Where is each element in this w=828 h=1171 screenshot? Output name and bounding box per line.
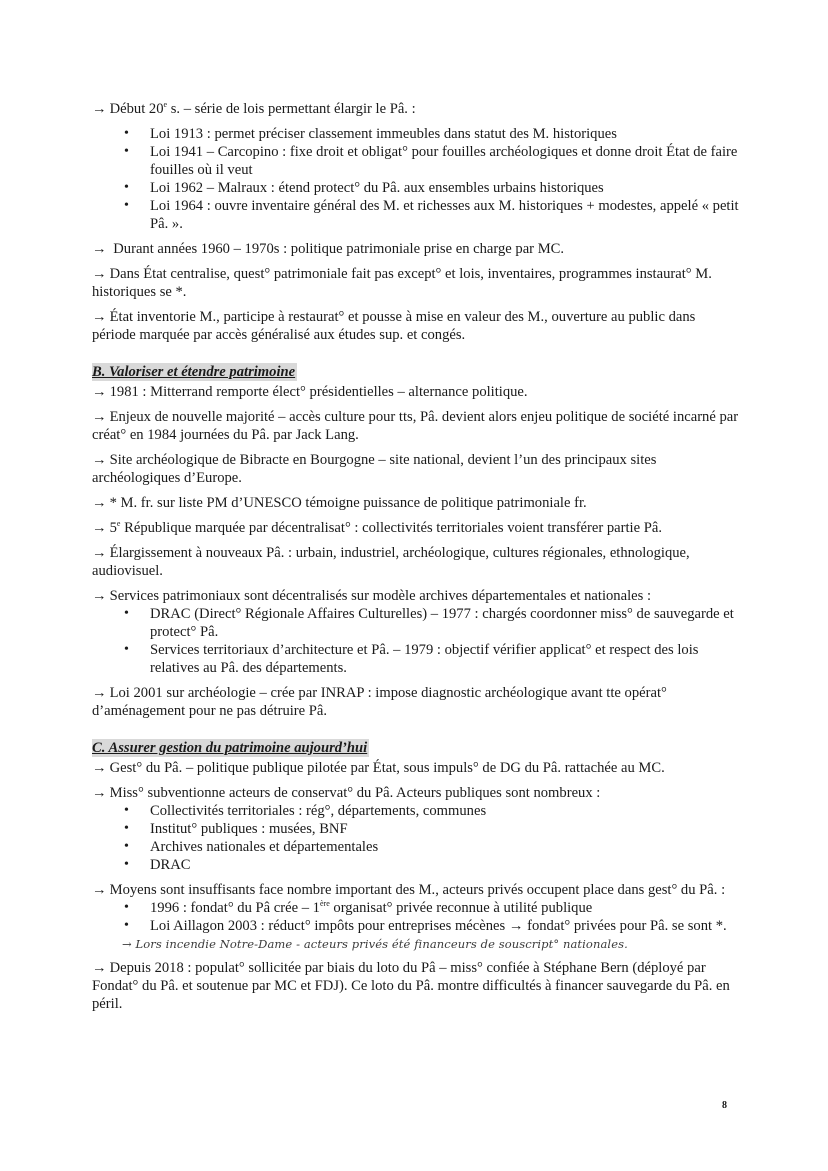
- list-item: • Archives nationales et départementales: [150, 838, 742, 856]
- section-heading: B. Valoriser et étendre patrimoine: [92, 364, 296, 380]
- paragraph: → Élargissement à nouveaux Pâ. : urbain, industriel, archéologique, cultures régionales, ethnologique, audiovisuel.: [92, 545, 690, 579]
- services-list: [92, 605, 742, 677]
- paragraph: → Site archéologique de Bibracte en Bourgogne – site national, devient l’un des principaux sites archéologiques d’Europe.: [92, 452, 657, 486]
- arrow-icon: →: [92, 685, 107, 701]
- list-item: • Collectivités territoriales : rég°, départements, communes: [150, 802, 742, 820]
- list-item: • Institut° publiques : musées, BNF: [150, 820, 742, 838]
- page-number: 8: [722, 1100, 727, 1111]
- paragraph: → Services patrimoniaux sont décentralisés sur modèle archives départementales et nationales :: [92, 588, 651, 604]
- list-item: • Loi 1964 : ouvre inventaire général des M. et richesses aux M. historiques + modestes, appelé « petit Pâ. ».: [150, 197, 742, 233]
- arrow-icon: →: [92, 409, 107, 425]
- private-actors-list: [92, 899, 742, 935]
- list-item: • Loi Aillagon 2003 : réduct° impôts pour entreprises mécènes → fondat° privées pour Pâ. se sont *.: [150, 917, 742, 935]
- paragraph: → Miss° subventionne acteurs de conservat° du Pâ. Acteurs publiques sont nombreux :: [92, 785, 601, 801]
- arrow-icon: →: [92, 241, 107, 257]
- arrow-icon: →: [92, 588, 107, 604]
- list-item: • DRAC: [150, 856, 742, 874]
- arrow-icon: →: [92, 101, 107, 117]
- arrow-icon: →: [92, 520, 107, 536]
- paragraph: → État inventorie M., participe à restaurat° et pousse à mise en valeur des M., ouverture au public dans période marquée par accès généralisé aux études sup. et congés.: [92, 309, 696, 343]
- list-item: • Loi 1962 – Malraux : étend protect° du Pâ. aux ensembles urbains historiques: [150, 179, 742, 197]
- laws-list: [92, 125, 742, 233]
- arrow-icon: →: [92, 266, 107, 282]
- arrow-icon: →: [92, 882, 107, 898]
- arrow-icon: →: [92, 785, 107, 801]
- list-item: • 1996 : fondat° du Pâ crée – 1ère organisat° privée reconnue à utilité publique: [150, 899, 742, 917]
- document-page: [92, 100, 742, 1020]
- paragraph: → * M. fr. sur liste PM d’UNESCO témoigne puissance de politique patrimoniale fr.: [92, 495, 587, 511]
- list-item: • Loi 1941 – Carcopino : fixe droit et obligat° pour fouilles archéologiques et donne droit État de faire fouilles où il veut: [150, 143, 742, 179]
- paragraph: → Dans État centralise, quest° patrimoniale fait pas except° et lois, inventaires, programmes instaurat° M. historiques se *.: [92, 266, 712, 300]
- arrow-icon: →: [92, 384, 107, 400]
- paragraph-debut-20e: → Début 20e s. – série de lois permettant élargir le Pâ. :: [92, 100, 416, 117]
- paragraph: → Durant années 1960 – 1970s : politique patrimoniale prise en charge par MC.: [92, 241, 565, 257]
- arrow-icon: →: [92, 309, 107, 325]
- paragraph: → Loi 2001 sur archéologie – crée par INRAP : impose diagnostic archéologique avant tte opérat° d’aménagement pour ne pas détruire Pâ.: [92, 685, 667, 719]
- public-actors-list: [92, 802, 742, 874]
- handwritten-note: → Lors incendie Notre-Dame - acteurs privés été financeurs de souscript° nationales.: [122, 937, 628, 951]
- paragraph: → $5^e$ République marquée par décentralisat° : collectivités territoriales voient transférer partie Pâ.: [92, 519, 662, 536]
- list-item: • DRAC (Direct° Régionale Affaires Culturelles) – 1977 : chargés coordonner miss° de sauvegarde et protect° Pâ.: [150, 605, 742, 641]
- arrow-icon: →: [92, 760, 107, 776]
- arrow-icon: →: [92, 545, 107, 561]
- arrow-icon: →: [92, 452, 107, 468]
- paragraph: → Enjeux de nouvelle majorité – accès culture pour tts, Pâ. devient alors enjeu politique de société incarné par créat° en 1984 journées du Pâ. par Jack Lang.: [92, 409, 739, 443]
- arrow-icon: →: [92, 960, 107, 976]
- paragraph: → 1981 : Mitterrand remporte élect° présidentielles – alternance politique.: [92, 384, 528, 400]
- section-c: [92, 727, 742, 1013]
- paragraph: → Gest° du Pâ. – politique publique pilotée par État, sous impuls° de DG du Pâ. rattachée au MC.: [92, 760, 665, 776]
- section-heading: C. Assurer gestion du patrimoine aujourd’hui: [92, 740, 368, 756]
- section-b: [92, 351, 742, 720]
- list-item: • Services territoriaux d’architecture et Pâ. – 1979 : objectif vérifier applicat° et respect des lois relatives au Pâ. des départements.: [150, 641, 742, 677]
- arrow-icon: →: [92, 495, 107, 511]
- paragraph: → Depuis 2018 : populat° sollicitée par biais du loto du Pâ – miss° confiée à Stéphane Bern (déployé par Fondat° du Pâ. et soutenue par MC et FDJ). Ce loto du Pâ. montre difficultés à financer sauvegarde du Pâ. en péril.: [92, 960, 730, 1012]
- list-item: • Loi 1913 : permet préciser classement immeubles dans statut des M. historiques: [150, 125, 742, 143]
- paragraph: → Moyens sont insuffisants face nombre important des M., acteurs privés occupent place dans gest° du Pâ. :: [92, 882, 726, 898]
